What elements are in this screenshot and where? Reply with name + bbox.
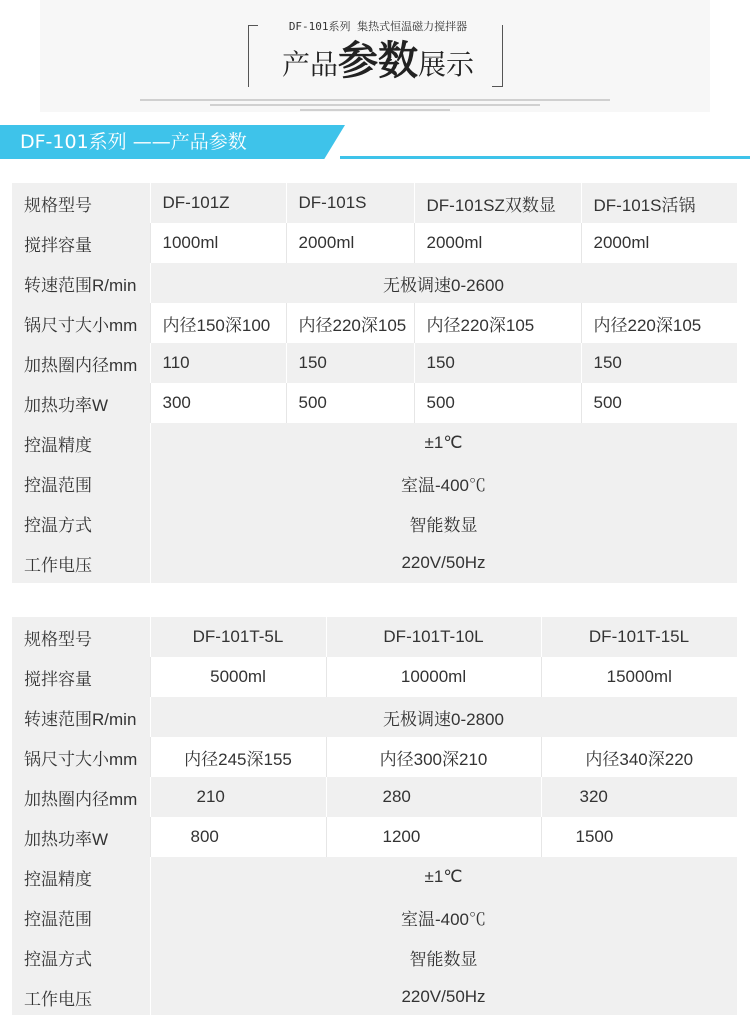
table-cell: DF-101S活锅 <box>581 183 737 223</box>
table-span-cell: ±1℃ <box>150 857 737 897</box>
table-cell: 110 <box>150 343 286 383</box>
header-tagline: DF-101系列 集热式恒温磁力搅拌器 <box>258 18 498 34</box>
row-label: 搅拌容量 <box>12 657 150 697</box>
row-label: 控温精度 <box>12 857 150 897</box>
table-cell: 280 <box>326 777 541 817</box>
table-row <box>12 657 737 697</box>
table-cell: 内径340深220 <box>541 737 737 777</box>
table-cell: 1500 <box>541 817 737 857</box>
table-span-cell: 智能数显 <box>150 503 737 543</box>
row-label: 控温精度 <box>12 423 150 463</box>
row-label: 锅尺寸大小mm <box>12 303 150 343</box>
table-cell: 2000ml <box>581 223 737 263</box>
table-cell: DF-101T-10L <box>326 617 541 657</box>
table-cell: 1000ml <box>150 223 286 263</box>
table-row <box>12 303 737 343</box>
row-label: 规格型号 <box>12 183 150 223</box>
table-row <box>12 737 737 777</box>
row-label: 加热功率W <box>12 817 150 857</box>
table-row <box>12 897 737 937</box>
page-title <box>258 38 498 92</box>
page-header <box>0 0 750 120</box>
row-label: 控温范围 <box>12 897 150 937</box>
table-cell: 5000ml <box>150 657 326 697</box>
row-label: 加热功率W <box>12 383 150 423</box>
table-row <box>12 617 737 657</box>
title-part-2: 参数 <box>338 38 418 84</box>
row-label: 转速范围R/min <box>12 263 150 303</box>
table-span-cell: 智能数显 <box>150 937 737 977</box>
table-cell: 内径220深105 <box>286 303 414 343</box>
table-cell: 内径220深105 <box>414 303 581 343</box>
row-label: 控温方式 <box>12 937 150 977</box>
table-row <box>12 383 737 423</box>
table-cell: 210 <box>150 777 326 817</box>
table-span-cell: 无极调速0-2800 <box>150 697 737 737</box>
table-row <box>12 503 737 543</box>
section-banner <box>0 125 750 159</box>
table-cell: 500 <box>581 383 737 423</box>
table-span-cell: 220V/50Hz <box>150 977 737 1015</box>
title-part-1: 产品 <box>281 48 338 81</box>
table-row <box>12 697 737 737</box>
table-cell: 150 <box>414 343 581 383</box>
spec-table-1 <box>12 183 738 583</box>
table-span-cell: ±1℃ <box>150 423 737 463</box>
table-span-cell: 室温-400℃ <box>150 463 737 503</box>
table-row <box>12 263 737 303</box>
table-cell: 2000ml <box>414 223 581 263</box>
table-cell: 内径245深155 <box>150 737 326 777</box>
table-cell: 15000ml <box>541 657 737 697</box>
table-cell: DF-101Z <box>150 183 286 223</box>
table-row <box>12 463 737 503</box>
row-label: 加热圈内径mm <box>12 343 150 383</box>
table-cell: DF-101T-5L <box>150 617 326 657</box>
table-row <box>12 937 737 977</box>
table-cell: 1200 <box>326 817 541 857</box>
row-label: 转速范围R/min <box>12 697 150 737</box>
table-row <box>12 543 737 583</box>
table-row <box>12 343 737 383</box>
table-cell: 2000ml <box>286 223 414 263</box>
table-cell: 500 <box>286 383 414 423</box>
header-fineprint <box>140 96 610 112</box>
table-row <box>12 223 737 263</box>
table-cell: 10000ml <box>326 657 541 697</box>
row-label: 控温方式 <box>12 503 150 543</box>
table-cell: 150 <box>286 343 414 383</box>
table-row <box>12 817 737 857</box>
row-label: 搅拌容量 <box>12 223 150 263</box>
row-label: 工作电压 <box>12 543 150 583</box>
table-cell: 500 <box>414 383 581 423</box>
table-cell: DF-101S <box>286 183 414 223</box>
title-part-3: 展示 <box>418 48 475 81</box>
table-span-cell: 无极调速0-2600 <box>150 263 737 303</box>
banner-underline <box>340 156 750 159</box>
row-label: 规格型号 <box>12 617 150 657</box>
row-label: 加热圈内径mm <box>12 777 150 817</box>
table-cell: 内径220深105 <box>581 303 737 343</box>
row-label: 控温范围 <box>12 463 150 503</box>
table-row <box>12 857 737 897</box>
banner-text: DF-101系列 ——产品参数 <box>20 131 247 153</box>
table-row <box>12 183 737 223</box>
table-span-cell: 室温-400℃ <box>150 897 737 937</box>
table-cell: 150 <box>581 343 737 383</box>
table-cell: 320 <box>541 777 737 817</box>
row-label: 锅尺寸大小mm <box>12 737 150 777</box>
table-cell: 内径150深100 <box>150 303 286 343</box>
table-cell: DF-101T-15L <box>541 617 737 657</box>
table-row <box>12 977 737 1015</box>
table-cell: 300 <box>150 383 286 423</box>
row-label: 工作电压 <box>12 977 150 1015</box>
table-row <box>12 423 737 463</box>
table-span-cell: 220V/50Hz <box>150 543 737 583</box>
spec-table-2 <box>12 617 738 1015</box>
table-cell: DF-101SZ双数显 <box>414 183 581 223</box>
table-cell: 800 <box>150 817 326 857</box>
table-row <box>12 777 737 817</box>
table-cell: 内径300深210 <box>326 737 541 777</box>
